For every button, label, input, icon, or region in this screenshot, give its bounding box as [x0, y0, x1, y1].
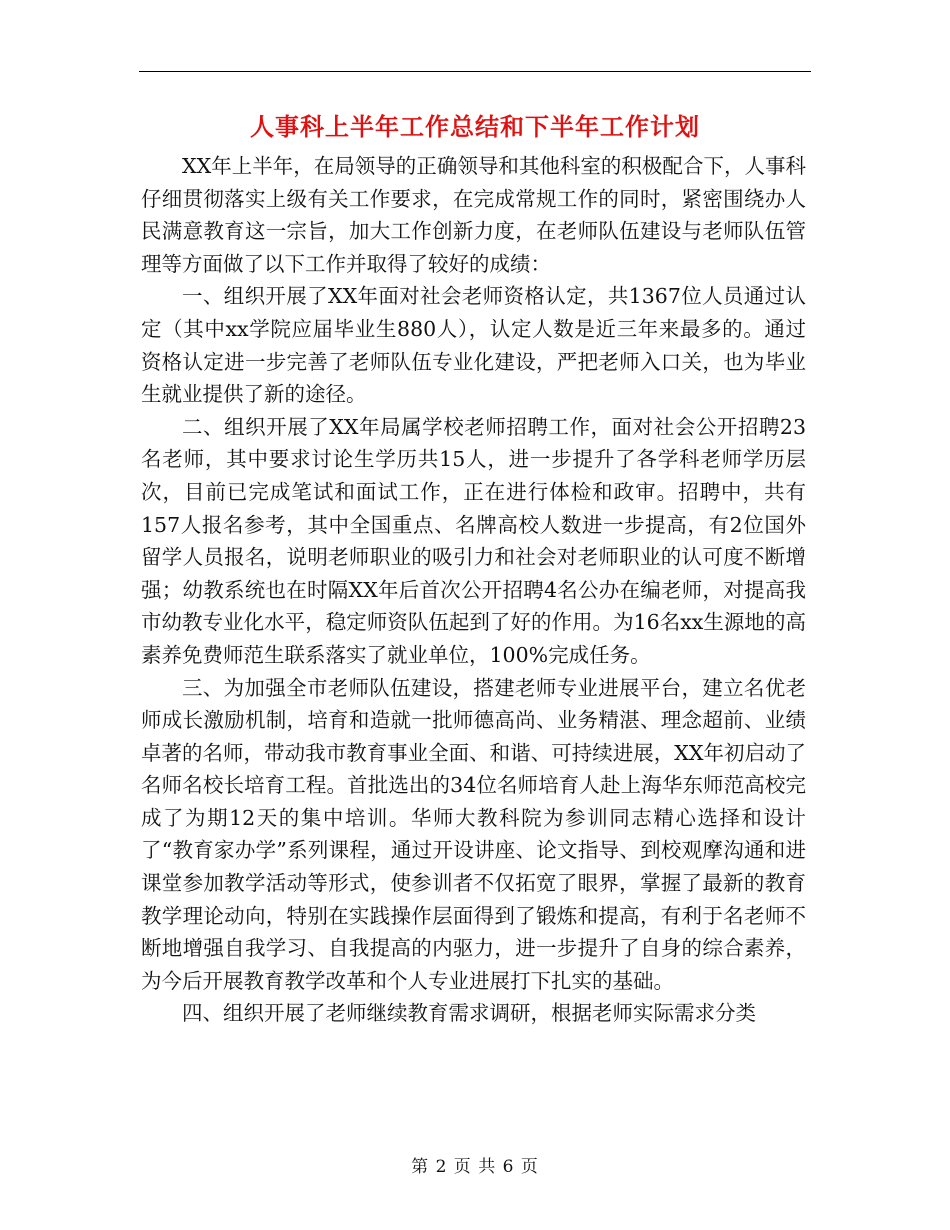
paragraph-intro: XX年上半年，在局领导的正确领导和其他科室的积极配合下，人事科仔细贯彻落实上级有关工作要求，在完成常规工作的同时，紧密围绕办人民满意教育这一宗旨，加大工作创新力度，在老师队伍建设与老师队伍管理等方面做了以下工作并取得了较好的成绩：: [141, 154, 806, 276]
page-number: 第 2 页 共 6 页: [411, 1157, 539, 1177]
document-body: [141, 150, 806, 1030]
paragraph-item-1: 一、组织开展了XX年面对社会老师资格认定，共1367位人员通过认定（其中xx学院应届毕业生880人），认定人数是近三年来最多的。通过资格认定进一步完善了老师队伍专业化建设，严把老师入口关，也为毕业生就业提供了新的途径。: [141, 284, 806, 407]
paragraph-item-3: 三、为加强全市老师队伍建设，搭建老师专业进展平台，建立名优老师成长激励机制，培育和造就一批师德高尚、业务精湛、理念超前、业绩卓著的名师，带动我市教育事业全面、和谐、可持续进展，XX年初启动了名师名校长培育工程。首批选出的34位名师培育人赴上海华东师范高校完成了为期12天的集中培训。华师大教科院为参训同志精心选择和设计了“教育家办学”系列课程，通过开设讲座、论文指导、到校观摩沟通和进课堂参加教学活动等形式，使参训者不仅拓宽了眼界，掌握了最新的教育教学理论动向，特别在实践操作层面得到了锻炼和提高，有利于名老师不断地增强自我学习、自我提高的内驱力，进一步提升了自身的综合素养，为今后开展教育教学改革和个人专业进展打下扎实的基础。: [141, 675, 806, 993]
paragraph-item-2: 二、组织开展了XX年局属学校老师招聘工作，面对社会公开招聘23名老师，其中要求讨论生学历共15人，进一步提升了各学科老师学历层次，目前已完成笔试和面试工作，正在进行体检和政审。招聘中，共有157人报名参考，其中全国重点、名牌高校人数进一步提高，有2位国外留学人员报名，说明老师职业的吸引力和社会对老师职业的认可度不断增强；幼教系统也在时隔XX年后首次公开招聘4名公办在编老师，对提高我市幼教专业化水平，稳定师资队伍起到了好的作用。为16名xx生源地的高素养免费师范生联系落实了就业单位，100%完成任务。: [141, 414, 806, 667]
header-rule: [139, 71, 811, 72]
paragraph-item-4: 四、组织开展了老师继续教育需求调研，根据老师实际需求分类: [182, 1001, 756, 1026]
document-title: 人事科上半年工作总结和下半年工作计划: [250, 112, 700, 141]
